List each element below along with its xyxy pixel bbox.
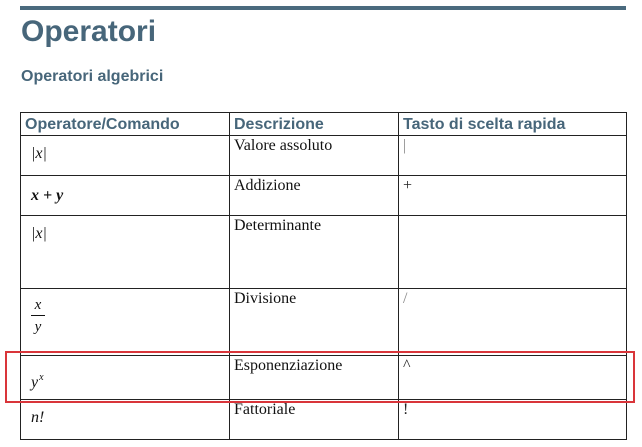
description-cell: Fattoriale <box>230 400 399 440</box>
description-cell: Divisione <box>230 289 399 356</box>
shortcut-key: ! <box>403 401 409 418</box>
shortcut-key: / <box>403 290 408 307</box>
shortcut-key: ^ <box>403 357 411 374</box>
description-cell: Esponenziazione <box>230 356 399 400</box>
operator-formula: x + y <box>31 187 64 204</box>
top-rule <box>20 6 626 10</box>
operator-cell <box>21 136 230 176</box>
table-row <box>21 289 627 356</box>
shortcut-cell <box>399 136 627 176</box>
table-row <box>21 136 627 176</box>
header-shortcut: Tasto di scelta rapida <box>399 113 627 136</box>
operator-formula: n! <box>31 409 45 426</box>
fraction-denominator: y <box>34 319 42 335</box>
power-base: y <box>31 374 39 391</box>
table-row <box>21 356 627 400</box>
shortcut-cell <box>399 176 627 216</box>
operator-formula: |x| <box>31 145 47 162</box>
header-description: Descrizione <box>230 113 399 136</box>
shortcut-cell <box>399 289 627 356</box>
table-row <box>21 176 627 216</box>
fraction-bar <box>31 315 45 316</box>
section-title: Operatori algebrici <box>21 68 164 85</box>
shortcut-cell <box>399 400 627 440</box>
fraction-formula <box>31 297 45 335</box>
operator-cell <box>21 216 230 289</box>
operators-table <box>20 112 627 440</box>
power-exponent: x <box>39 372 44 383</box>
table-row <box>21 216 627 289</box>
shortcut-key: | <box>403 137 407 154</box>
fraction-numerator: x <box>34 297 42 313</box>
description-cell: Addizione <box>230 176 399 216</box>
shortcut-cell <box>399 356 627 400</box>
table-header-row <box>21 113 627 136</box>
description-cell: Determinante <box>230 216 399 289</box>
shortcut-cell <box>399 216 627 289</box>
operator-formula: |x| <box>31 225 47 242</box>
operator-cell <box>21 356 230 400</box>
page-title: Operatori <box>21 15 157 48</box>
operator-cell <box>21 289 230 356</box>
shortcut-key: + <box>403 177 413 194</box>
operator-cell <box>21 400 230 440</box>
operator-cell <box>21 176 230 216</box>
description-cell: Valore assoluto <box>230 136 399 176</box>
header-operator: Operatore/Comando <box>21 113 230 136</box>
table-row <box>21 400 627 440</box>
power-formula <box>31 368 44 393</box>
